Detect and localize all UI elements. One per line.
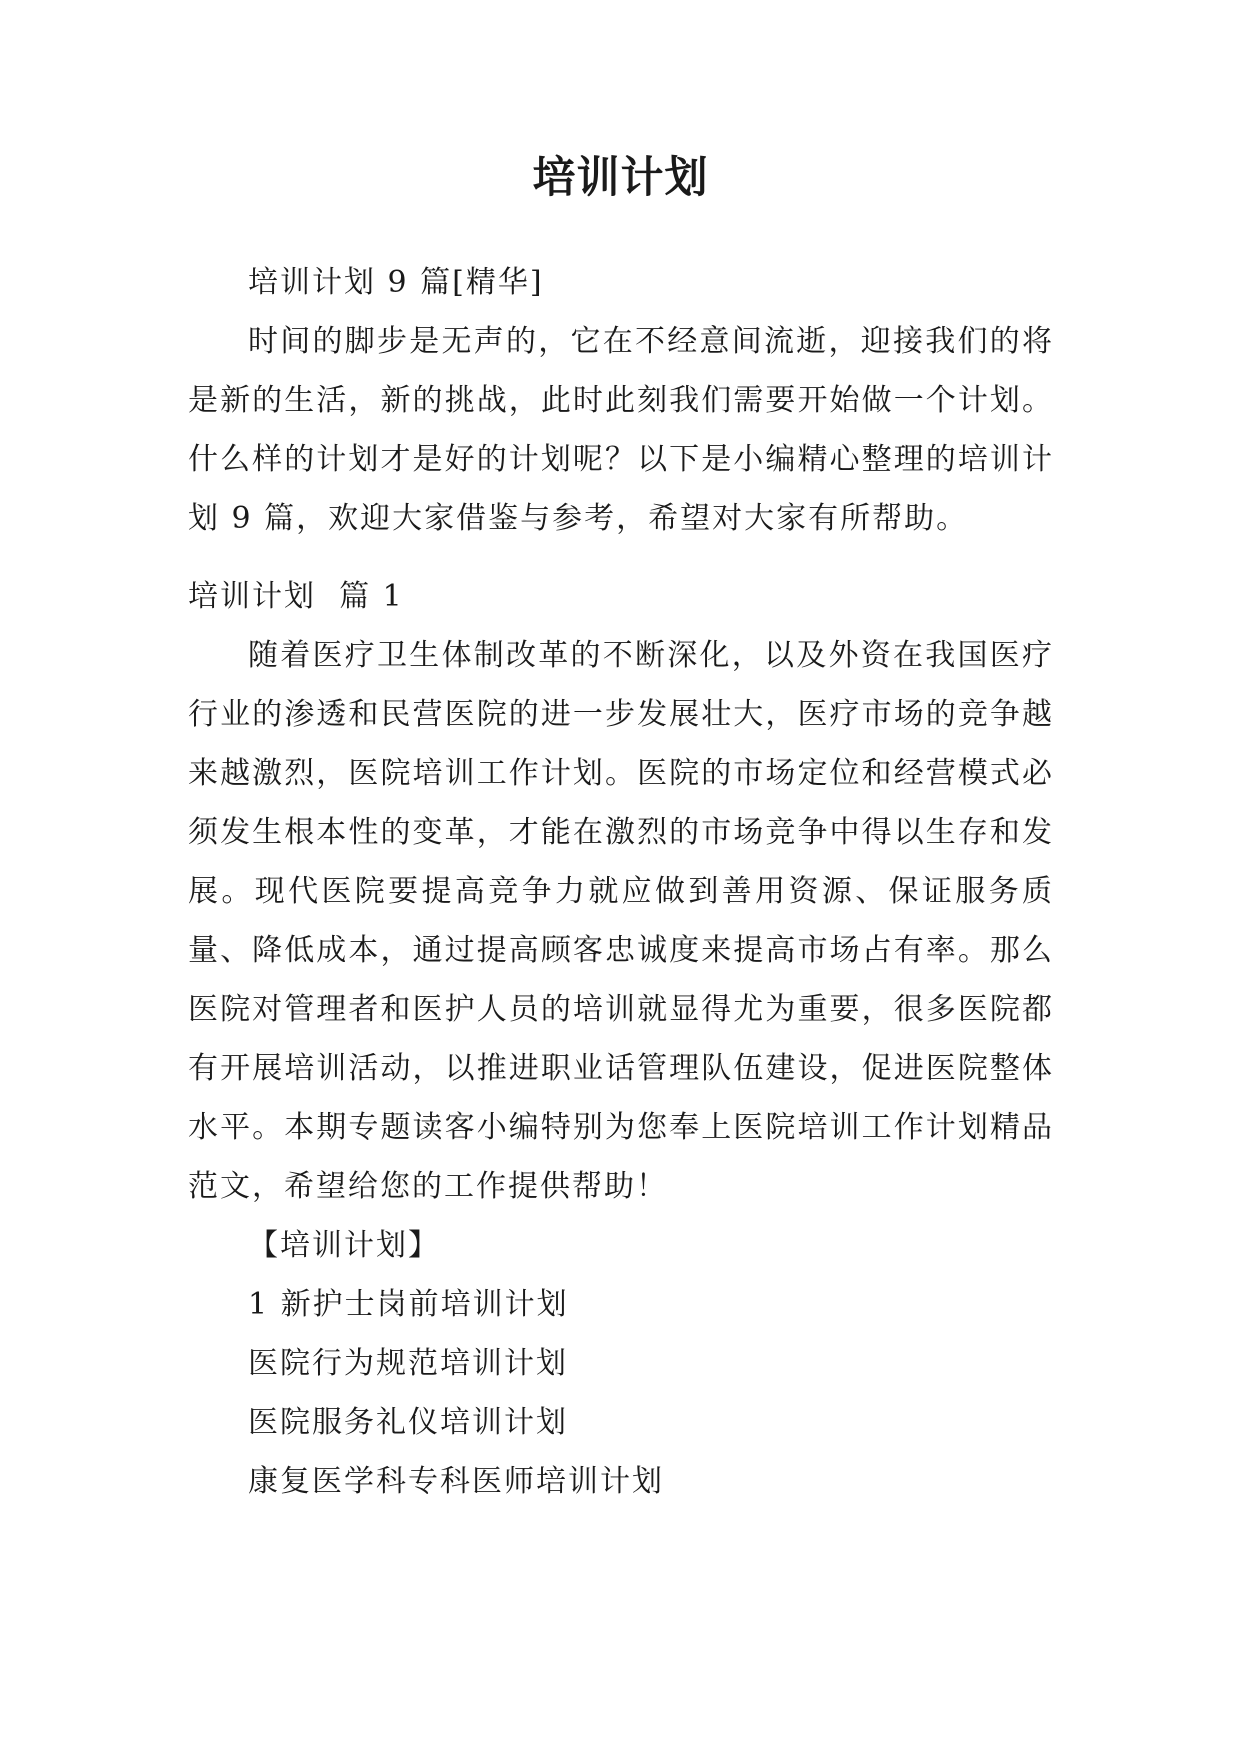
list-item: 康复医学科专科医师培训计划: [248, 1464, 664, 1499]
list-item: 医院行为规范培训计划: [248, 1346, 568, 1381]
intro-paragraph: 时间的脚步是无声的，它在不经意间流逝，迎接我们的将是新的生活，新的挑战，此时此刻我们需要开始做一个计划。什么样的计划才是好的计划呢？以下是小编精心整理的培训计划 9 篇，欢迎大家借鉴与参考，希望对大家有所帮助。: [188, 324, 1054, 536]
section-heading: 培训计划 篇 1: [188, 579, 404, 614]
list-item: 医院服务礼仪培训计划: [248, 1405, 568, 1440]
intro-block: [188, 253, 1054, 548]
page-title: 培训计划: [532, 153, 709, 203]
document-subtitle: 培训计划 9 篇[精华]: [248, 265, 544, 300]
section-body-paragraph: 随着医疗卫生体制改革的不断深化，以及外资在我国医疗行业的渗透和民营医院的进一步发展壮大，医疗市场的竞争越来越激烈，医院培训工作计划。医院的市场定位和经营模式必须发生根本性的变革，才能在激烈的市场竞争中得以生存和发展。现代医院要提高竞争力就应做到善用资源、保证服务质量、降低成本，通过提高顾客忠诚度来提高市场占有率。那么医院对管理者和医护人员的培训就显得尤为重要，很多医院都有开展培训活动，以推进职业话管理队伍建设，促进医院整体水平。本期专题读客小编特别为您奉上医院培训工作计划精品范文，希望给您的工作提供帮助！: [188, 638, 1054, 1204]
list-heading: 【培训计划】: [248, 1228, 440, 1263]
section-1: [188, 567, 1054, 1511]
list-item: 1 新护士岗前培训计划: [248, 1287, 569, 1322]
